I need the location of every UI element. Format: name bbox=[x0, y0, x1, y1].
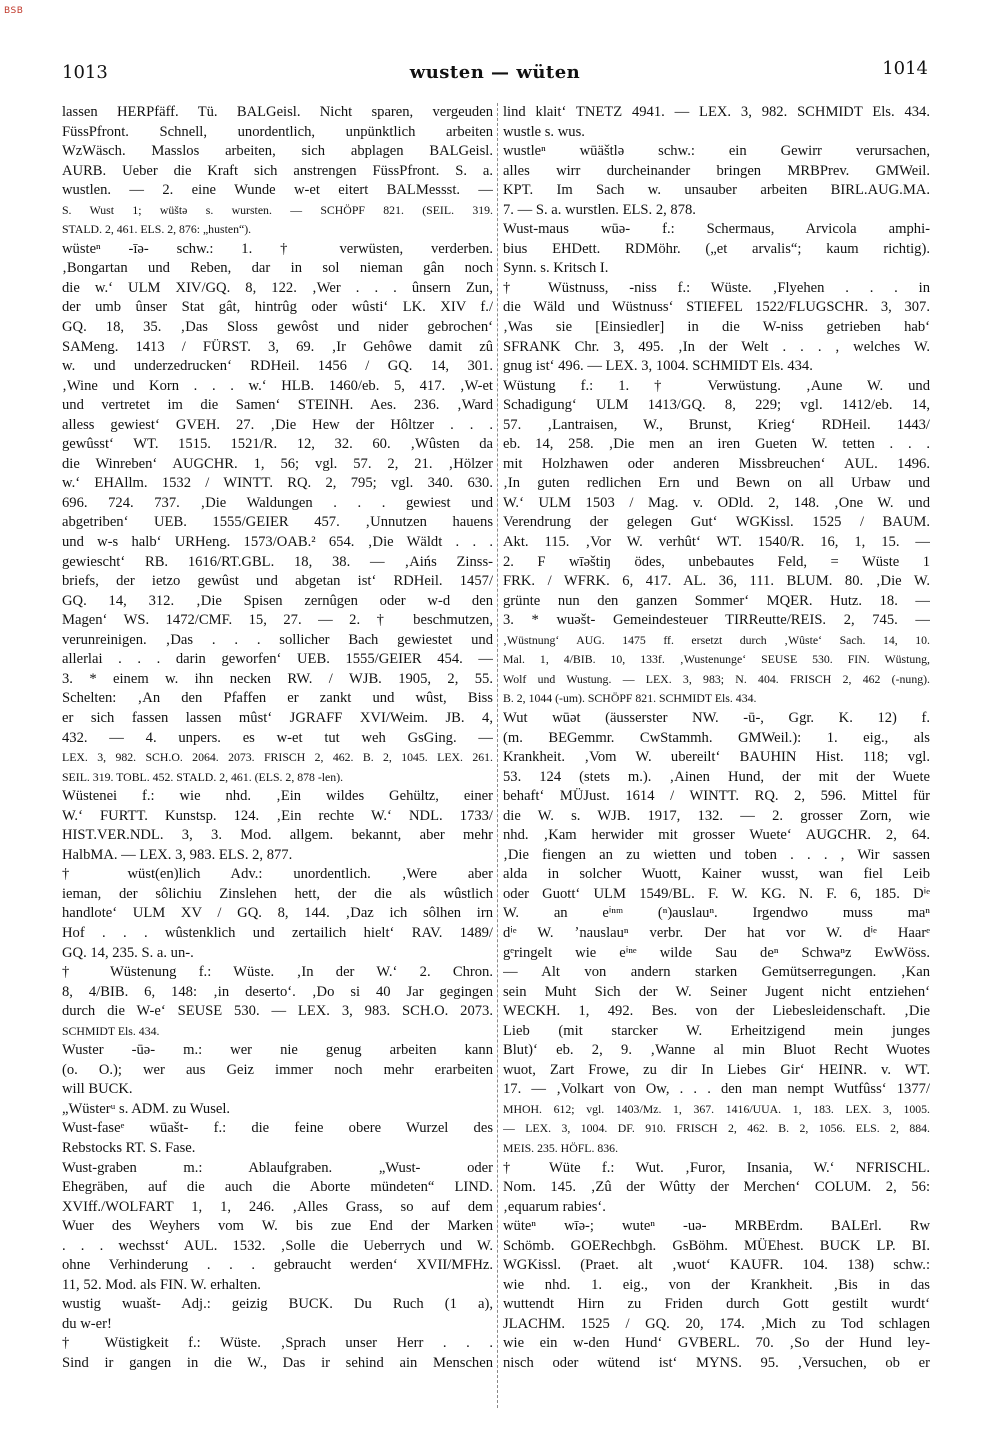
page-number-left: 1013 bbox=[62, 62, 108, 83]
text-line: verunreinigen. ‚Das . . . sollicher Bach gewiestet und bbox=[62, 631, 493, 648]
text-line: Nom. 145. ‚Zû der Wûtty der Merchen‘ COLUM. 2, 56: bbox=[503, 1179, 930, 1196]
text-line: wie nhd. 1. eig., von der Krankheit. ‚Bis in das bbox=[503, 1276, 930, 1293]
text-line: nhd. ‚Kam herwider mit grosser Wuete‘ AUGCHR. 2, 64. bbox=[503, 827, 930, 844]
text-line: Wust-maus wūǝ- f.: Schermaus, Arvicola amphi- bbox=[503, 221, 930, 238]
text-line: † Wüstnuss, -niss f.: Wüste. ‚Flyehen . . . in bbox=[503, 279, 930, 296]
text-line: grünte nun den ganzen Sommer‘ MQER. Hutz. 18. — bbox=[503, 592, 930, 609]
text-line: XVIff./WOLFART 1, 1, 246. ‚Alles Grass, so auf dem bbox=[62, 1198, 493, 1215]
text-line: FRK. / WFRK. 6, 417. AL. 36, 111. BLUM. 80. ‚Die W. bbox=[503, 573, 930, 590]
text-line: und w-s halb‘ URHeng. 1573/OAB.² 654. ‚Die Wäldt . . . bbox=[62, 534, 493, 551]
text-line: ‚Was sie [Einsiedler] in die W-niss getrieben hab‘ bbox=[503, 319, 930, 336]
text-line: wuot, Zart Frowe, zu dir In Liebes Gir‘ HEINR. v. WT. bbox=[503, 1061, 930, 1078]
text-line: JLACHM. 1525 / GQ. 20, 174. ‚Mich zu Tod schlagen bbox=[503, 1315, 930, 1332]
page-number-right: 1014 bbox=[882, 58, 928, 79]
text-line: 3. * wuǝšt- Gemeindesteuer TIRReutte/REIS. 2, 745. — bbox=[503, 612, 930, 629]
text-line: 57. ‚Lantraisen, W., Brunst, Krieg‘ RDHeil. 1443/ bbox=[503, 416, 930, 433]
text-line: gewiescht‘ RB. 1616/RT.GBL. 18, 38. — ‚Aińs Zinss- bbox=[62, 553, 493, 570]
text-line: FüssPfront. Schnell, unordentlich, unpünktlich arbeiten bbox=[62, 123, 493, 140]
text-line: HalbMA. — LEX. 3, 983. ELS. 2, 877. bbox=[62, 846, 293, 863]
text-line: † Wüstigkeit f.: Wüste. ‚Sprach unser Herr . . . bbox=[62, 1335, 493, 1352]
text-line: die W. s. WJB. 1917, 132. — 2. grosser Zorn, wie bbox=[503, 807, 930, 824]
text-line: eb. 14, 258. ‚Die men an iren Gueten W. tetten . . . bbox=[503, 436, 930, 453]
text-line: wuttendt Hirn zu Friden durch Gott gestilt wurdt‘ bbox=[503, 1296, 930, 1313]
text-line: 432. — 4. unpers. es w-et tut weh GsGing. — bbox=[62, 729, 493, 746]
text-line: 7. — S. a. wurstlen. ELS. 2, 878. bbox=[503, 201, 696, 218]
text-line: Wuer des Weyhers vom W. bis zue End der Marken bbox=[62, 1218, 493, 1235]
text-line: wustle s. wus. bbox=[503, 123, 585, 140]
page-header bbox=[62, 58, 928, 88]
text-line: ‚Die fiengen an zu wietten und toben . . . , Wir sassen bbox=[503, 846, 930, 863]
text-line: er sich fassen lassen mûst‘ JGRAFF XVI/Weim. JB. 4, bbox=[62, 709, 493, 726]
text-line: will BUCK. bbox=[62, 1081, 133, 1098]
text-line: Mal. 1, 4/BIB. 10, 133f. ‚Wustenunge‘ SEUSE 530. FIN. Wüstung, bbox=[503, 652, 930, 667]
text-line: Wüstenei f.: wie nhd. ‚Ein wildes Gehültz, einer bbox=[62, 788, 493, 805]
text-line: Akt. 115. ‚Vor W. verhût‘ WT. 1540/R. 16, 1, 15. — bbox=[503, 534, 930, 551]
text-line: Schadigung‘ ULM 1413/GQ. 8, 229; vgl. 1412/eb. 14, bbox=[503, 397, 930, 414]
text-line: allerlai . . . darin geworfen‘ UEB. 1555/GEIER 454. — bbox=[62, 651, 493, 668]
text-line: die Winreben‘ AUGCHR. 1, 56; vgl. 57. 2, 21. ‚Hölzer bbox=[62, 455, 493, 472]
text-line: w.‘ EHAllm. 1532 / WINTT. RQ. 2, 795; vgl. 340. 630. bbox=[62, 475, 493, 492]
text-line: ‚In guten redlichen Ern und Bewn on all Urbaw und bbox=[503, 475, 930, 492]
text-line: ieman, der sôlichiu Zinslehen hett, der die als wûstlich bbox=[62, 885, 493, 902]
text-line: sein Muht Sich der W. Seiner Jugent nicht entziehen‘ bbox=[503, 983, 930, 1000]
text-line: † wüst(en)lich Adv.: unordentlich. ‚Were aber bbox=[62, 866, 493, 883]
text-line: wustig wuašt- Adj.: geizig BUCK. Du Ruch (1 a), bbox=[62, 1296, 493, 1313]
text-line: 11, 52. Mod. als FIN. W. erhalten. bbox=[62, 1276, 261, 1293]
text-line: STALD. 2, 461. ELS. 2, 876: „husten“). bbox=[62, 222, 252, 237]
text-line: alda in solcher Wuott, Kainer wusst, wan fiel Leib bbox=[503, 866, 930, 883]
text-line: wie ein w-den Hund‘ GVBERL. 70. ‚So der Hund ley- bbox=[503, 1335, 930, 1352]
library-stamp: BSB bbox=[4, 6, 24, 16]
text-line: B. 2, 1044 (-um). SCHÖPF 821. SCHMIDT Els. 434. bbox=[503, 691, 757, 706]
text-line: Magen‘ WS. 1472/CMF. 15, 27. — 2. † beschmutzen, bbox=[62, 612, 493, 629]
text-line: HIST.VER.NDL. 3, 3. Mod. allgem. bekannt, aber mehr bbox=[62, 827, 493, 844]
text-line: bius EHDett. RDMöhr. („et arvalis“; kaum richtig). bbox=[503, 240, 930, 257]
text-line: dⁱᵉ W. ʼnauslauⁿ verbr. Der hat vor W. dⁱᵉ Haarᵉ bbox=[503, 924, 930, 941]
text-line: handlote‘ ULM XV / GQ. 8, 144. ‚Daz ich sôlhen irn bbox=[62, 905, 493, 922]
text-line: Schömb. GOERechbgh. GsBöhm. MÜEhest. BUCK LP. BI. bbox=[503, 1237, 930, 1254]
text-line: durch die W-e‘ SEUSE 530. — LEX. 3, 983. SCH.O. 2073. bbox=[62, 1003, 493, 1020]
text-line: W.‘ ULM 1503 / Mag. v. ODld. 2, 148. ‚One W. und bbox=[503, 494, 930, 511]
text-line: der umb ûnser Stat gât, hintrûg oder wûsti‘ LK. XIV f./ bbox=[62, 299, 493, 316]
text-line: ‚equarum rabies‘. bbox=[503, 1198, 606, 1215]
text-line: Sind ir gangen in die W., Das ir sehind ain Menschen bbox=[62, 1355, 493, 1371]
text-line: WzWäsch. Masslos arbeiten, sich abplagen BALGeisl. bbox=[62, 143, 493, 160]
text-line: W. an eⁱⁿᵐ (ⁿ)auslauⁿ. Irgendwo muss maⁿ bbox=[503, 905, 930, 922]
text-line: briefs, der ietzo gewûst und abgetan ist‘ RDHeil. 1457/ bbox=[62, 573, 493, 590]
text-line: gnug ist‘ 496. — LEX. 3, 1004. SCHMIDT Els. 434. bbox=[503, 358, 813, 375]
text-line: und vertretet im die Samen‘ STEINH. Aes. 236. ‚Ward bbox=[62, 397, 493, 414]
text-line: — LEX. 3, 1004. DF. 910. FRISCH 2, 462. B. 2, 1056. ELS. 2, 884. bbox=[503, 1121, 930, 1136]
text-line: Wolf und Wustung. — LEX. 3, 983; N. 404. FRISCH 2, 462 (-nung). bbox=[503, 671, 930, 686]
text-line: Ehegräben, auf die auch die Aborte mündeten“ LIND. bbox=[62, 1179, 493, 1196]
text-line: Verendrung der gelegen Gut‘ WGKissl. 1525 / BAUM. bbox=[503, 514, 930, 531]
text-line: Wust-faseᵉ wūašt- f.: die feine obere Wurzel des bbox=[62, 1120, 493, 1137]
text-line: 53. 124 (stets m.). ‚Ainen Hund, der mit der Wuete bbox=[503, 768, 930, 785]
text-line: oder Guott‘ ULM 1549/BL. F. W. KG. N. F. 6, 185. Dⁱᵉ bbox=[503, 885, 930, 902]
running-title: wusten — wüten bbox=[409, 62, 581, 83]
text-line: MEIS. 235. HÖFL. 836. bbox=[503, 1140, 619, 1155]
text-line: LEX. 3, 982. SCH.O. 2064. 2073. FRISCH 2, 462. B. 2, 1045. LEX. 261. bbox=[62, 750, 493, 765]
text-line: 17. — ‚Volkart von Ow, . . . den man nempt Wutfûss‘ 1377/ bbox=[503, 1081, 930, 1098]
text-line: Lieb (mit starcker W. Erheitzigend mein junges bbox=[503, 1022, 930, 1039]
text-line: gewûsst‘ WT. 1515. 1521/R. 12, 32. 60. ‚Wûsten da bbox=[62, 436, 493, 453]
text-line: wüsteⁿ -īǝ- schw.: 1. † verwüsten, verderben. bbox=[62, 240, 493, 257]
text-line: wustlen. — 2. eine Wunde w-et eitert BALMessst. — bbox=[62, 182, 493, 199]
text-line: Krankheit. ‚Vom W. ubereilt‘ BAUHIN Hist. 118; vgl. bbox=[503, 749, 930, 766]
text-line: die Wäld und Wüstnuss‘ STIEFEL 1522/FLUGSCHR. 3, 307. bbox=[503, 299, 930, 316]
text-line: lind klait‘ TNETZ 4941. — LEX. 3, 982. SCHMIDT Els. 434. bbox=[503, 104, 930, 120]
text-line: alles wirr durcheinander bringen MRBPrev. GMWeil. bbox=[503, 162, 930, 179]
text-line: alless gewiest‘ GVEH. 27. ‚Die Hew der Hôltzer . . . bbox=[62, 416, 493, 433]
text-line: . . . wechsst‘ AUL. 1532. ‚Solle die Ueberrych und W. bbox=[62, 1237, 493, 1254]
text-line: 8, 4/BIB. 6, 148: ‚in deserto‘. ‚Do si 40 Jar gegingen bbox=[62, 983, 493, 1000]
text-line: WGKissl. (Praet. alt ‚wuot‘ KAUFR. 104. 138) schw.: bbox=[503, 1257, 930, 1274]
text-line: w. und underzedrucken‘ RDHeil. 1456 / GQ. 14, 301. bbox=[62, 358, 493, 375]
text-line: SEIL. 319. TOBL. 452. STALD. 2, 461. (ELS. 2, 878 -len). bbox=[62, 769, 344, 784]
text-line: nisch oder wütend ist‘ MYNS. 95. ‚Versuchen, ob er bbox=[503, 1355, 930, 1371]
text-line: (m. BEGemmr. CwStammh. GMWeil.): 1. eig., als bbox=[503, 729, 930, 746]
text-line: Hof . . . wûstenklich und zertailich hielt‘ RAV. 1489/ bbox=[62, 924, 493, 941]
text-line: 696. 724. 737. ‚Die Waldungen . . . gewiest und bbox=[62, 494, 493, 511]
text-line: ‚Wine und Korn . . . w.‘ HLB. 1460/eb. 5, 417. ‚W-et bbox=[62, 377, 493, 394]
right-column bbox=[503, 103, 930, 1411]
text-line: Synn. s. Kritsch I. bbox=[503, 260, 609, 277]
text-line: GQ. 18, 35. ‚Das Sloss gewôst und nider gebrochen‘ bbox=[62, 319, 493, 336]
text-line: Wüstung f.: 1. † Verwüstung. ‚Aune W. und bbox=[503, 377, 930, 394]
text-line: — Alt von andern starken Gemütserregungen. ‚Kan bbox=[503, 964, 930, 981]
text-line: Schelten: ‚An den Pfaffen er zankt und wûst, Biss bbox=[62, 690, 493, 707]
text-line: ohne Verhinderung . . . gebraucht werden‘ XVII/MFHz. bbox=[62, 1257, 493, 1274]
text-line: mit Holzhawen oder anderen Missbreuchen‘ AUL. 1496. bbox=[503, 455, 930, 472]
text-line: Wuster -ūǝ- m.: wer nie genug arbeiten kann bbox=[62, 1042, 493, 1059]
text-line: MHOH. 612; vgl. 1403/Mz. 1, 367. 1416/UUA. 1, 183. LEX. 3, 1005. bbox=[503, 1101, 930, 1116]
text-line: die w.‘ ULM XIV/GQ. 8, 122. ‚Wer . . . ûnsern Zun, bbox=[62, 279, 493, 296]
left-column bbox=[62, 103, 493, 1411]
text-line: ‚Bongartan und Reben, dar in sol nieman gân noch bbox=[62, 260, 493, 277]
text-line: SCHMIDT Els. 434. bbox=[62, 1023, 160, 1038]
text-line: WECKH. 1, 492. Bes. von der Liebesleidenschaft. ‚Die bbox=[503, 1003, 930, 1020]
text-line: S. Wust 1; wüštǝ s. wursten. — SCHÖPF 821. (SEIL. 319. bbox=[62, 202, 493, 217]
text-line: ‚Wüstnung‘ AUG. 1475 ff. ersetzt durch ‚Wûste‘ Sach. 14, 10. bbox=[503, 632, 930, 647]
text-line: SAMeng. 1413 / FÜRST. 3, 69. ‚Ir Gehôwe damit zû bbox=[62, 338, 493, 355]
text-line: † Wüstenung f.: Wüste. ‚In der W.‘ 2. Chron. bbox=[62, 964, 493, 981]
text-line: 3. * einem w. ihn necken RW. / WJB. 1905, 2, 55. bbox=[62, 670, 493, 687]
text-line: lassen HERPfäff. Tü. BALGeisl. Nicht sparen, vergeuden bbox=[62, 104, 493, 120]
text-line: AURB. Ueber die Kraft sich anstrengen FüssPfront. S. a. bbox=[62, 162, 493, 179]
text-line: gᵉringelt wie eⁱⁿᵉ wilde Sau deⁿ Schwaⁿz EwWöss. bbox=[503, 944, 930, 961]
column-divider bbox=[497, 103, 498, 1408]
text-line: (o. O.); wer aus Geiz immer noch mehr erarbeiten bbox=[62, 1061, 493, 1078]
text-line: abgetriben‘ UEB. 1555/GEIER 457. ‚Unnutzen hauens bbox=[62, 514, 493, 531]
text-line: SFRANK Chr. 3, 495. ‚In der Welt . . . , welches W. bbox=[503, 338, 930, 355]
text-line: GQ. 14, 235. S. a. un-. bbox=[62, 944, 194, 961]
text-line: du w-er! bbox=[62, 1315, 112, 1332]
text-line: Blut)‘ eb. 2, 9. ‚Wanne al min Bluot Recht Wuotes bbox=[503, 1042, 930, 1059]
text-line: Rebstocks RT. S. Fase. bbox=[62, 1139, 196, 1156]
text-line: KPT. Im Sach w. unsauber arbeiten BIRL.AUG.MA. bbox=[503, 182, 930, 199]
text-line: wüteⁿ wīǝ-; wuteⁿ -uǝ- MRBErdm. BALErl. Rw bbox=[503, 1218, 930, 1235]
text-line: wustleⁿ wūäštlǝ schw.: ein Gewirr verursachen, bbox=[503, 143, 930, 160]
text-line: behaft‘ MÜJust. 1614 / WINTT. RQ. 2, 596. Mittel für bbox=[503, 788, 930, 805]
text-line: W.‘ FURTT. Kunstsp. 124. ‚Ein rechte W.‘ NDL. 1733/ bbox=[62, 807, 493, 824]
text-line: GQ. 14, 312. ‚Die Spisen zernûgen oder w-d den bbox=[62, 592, 493, 609]
text-line: Wust-graben m.: Ablaufgraben. „Wust- oder bbox=[62, 1159, 493, 1176]
text-line: Wut wūǝt (äusserster NW. -ū-, Ggr. K. 12) f. bbox=[503, 709, 930, 726]
text-line: „Wüsterᵘ s. ADM. zu Wusel. bbox=[62, 1100, 231, 1117]
text-line: † Wüte f.: Wut. ‚Furor, Insania, W.‘ NFRISCHL. bbox=[503, 1159, 930, 1176]
text-line: 2. F wīǝštiŋ ödes, unbebautes Feld, = Wüste 1 bbox=[503, 553, 930, 570]
